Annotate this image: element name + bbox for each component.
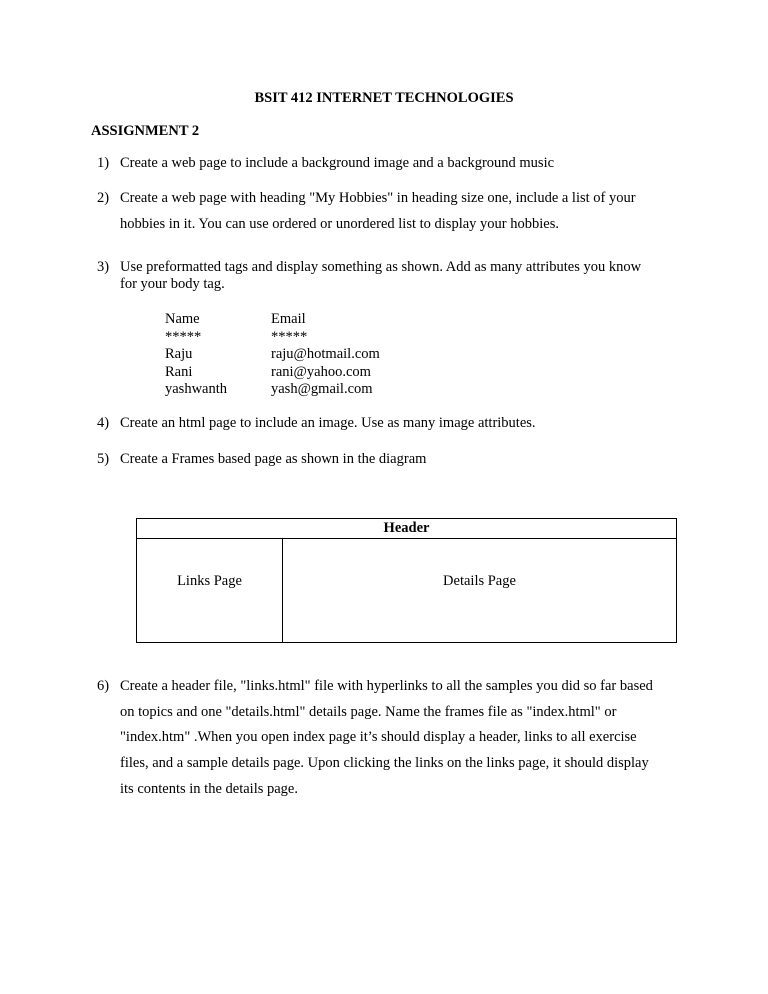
item-number: 2) <box>97 190 110 206</box>
item-text: Create a Frames based page as shown in the diagram <box>120 451 427 467</box>
diagram-details-frame <box>283 539 676 643</box>
pre-cell: Rani <box>165 363 193 380</box>
item-text: Use preformatted tags and display something as shown. Add as many attributes you know <box>120 259 642 275</box>
diagram-links-label: Links Page <box>177 573 242 589</box>
diagram-details-label: Details Page <box>443 573 516 589</box>
item-number: 5) <box>97 451 110 467</box>
item-number: 1) <box>97 155 110 171</box>
pre-cell: ***** <box>271 328 308 345</box>
pre-cell: yashwanth <box>165 381 228 397</box>
pre-cell: raju@hotmail.com <box>271 346 380 362</box>
item-text: Create an html page to include an image. Use as many image attributes. <box>120 415 536 431</box>
frames-diagram <box>136 518 677 643</box>
item-text: Create a web page to include a background image and a background music <box>120 155 555 171</box>
item-text: "index.htm" .When you open index page it’s should display a header, links to all exercise <box>120 729 637 745</box>
diagram-links-frame <box>137 539 283 643</box>
pre-cell: Raju <box>165 346 193 362</box>
pre-cell: Email <box>271 311 306 327</box>
item-number: 4) <box>97 415 110 431</box>
item-text: Create a web page with heading "My Hobbies" in heading size one, include a list of your <box>120 190 636 206</box>
pre-column-email <box>271 311 380 399</box>
pre-cell: ***** <box>165 328 202 345</box>
item-text: its contents in the details page. <box>120 781 298 797</box>
pre-cell: yash@gmail.com <box>271 381 373 397</box>
item-number: 3) <box>97 259 110 275</box>
pre-column-name <box>165 311 227 399</box>
item-text: Create a header file, "links.html" file with hyperlinks to all the samples you did so far based <box>120 678 653 694</box>
pre-cell: Name <box>165 311 200 327</box>
item-text: on topics and one "details.html" details page. Name the frames file as "index.html" or <box>120 704 617 720</box>
pre-cell: rani@yahoo.com <box>271 363 371 380</box>
item-text: hobbies in it. You can use ordered or unordered list to display your hobbies. <box>120 216 559 232</box>
diagram-header: Header <box>137 519 676 539</box>
item-number: 6) <box>97 678 110 694</box>
item-text: for your body tag. <box>120 276 225 292</box>
document-title: BSIT 412 INTERNET TECHNOLOGIES <box>254 90 514 106</box>
item-text: files, and a sample details page. Upon clicking the links on the links page, it should display <box>120 755 649 771</box>
assignment-heading: ASSIGNMENT 2 <box>91 123 200 139</box>
